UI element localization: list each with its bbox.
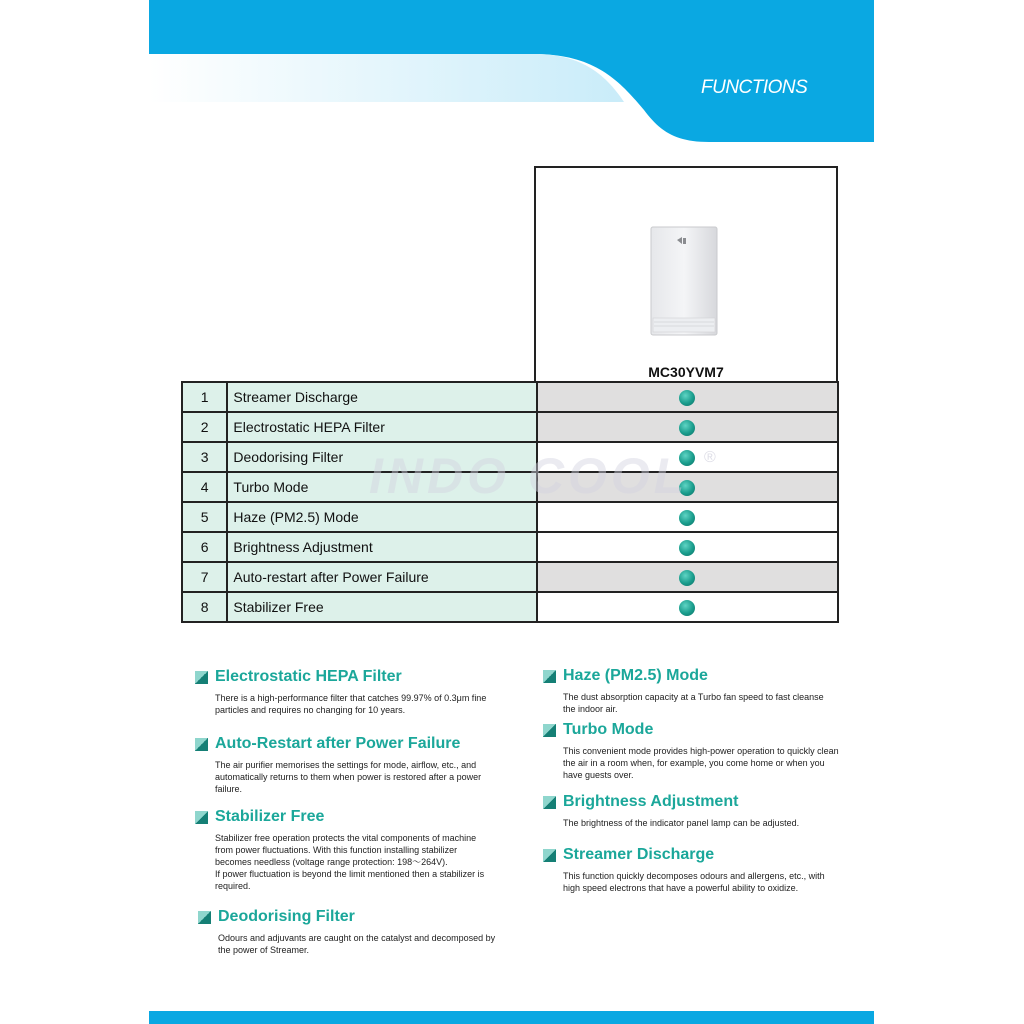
feature-number: 4 (182, 472, 227, 502)
available-dot-icon (679, 480, 695, 496)
desc-title: Streamer Discharge (563, 846, 715, 863)
product-model-name: MC30YVM7 (648, 364, 724, 380)
brochure-page (149, 0, 874, 1024)
feature-availability (537, 412, 838, 442)
feature-number: 1 (182, 382, 227, 412)
desc-title: Turbo Mode (563, 721, 654, 738)
bullet-icon (195, 811, 208, 824)
desc-title: Deodorising Filter (218, 908, 355, 925)
feature-name: Electrostatic HEPA Filter (227, 412, 536, 442)
feature-name: Streamer Discharge (227, 382, 536, 412)
desc-text: Stabilizer free operation protects the vital components of machine from power fluctuations. With this function installing stabilizer becomes needless (voltage range protection: 198〜264V). If power fluctuation is beyond the limit mentioned then a stabilizer is required. (215, 833, 485, 891)
bullet-icon (198, 911, 211, 924)
feature-number: 2 (182, 412, 227, 442)
desc-title: Auto-Restart after Power Failure (215, 735, 461, 752)
feature-availability (537, 472, 838, 502)
bullet-icon (195, 671, 208, 684)
table-row (182, 412, 838, 442)
desc-text: The brightness of the indicator panel lamp can be adjusted. (563, 818, 800, 828)
desc-streamer (543, 846, 843, 894)
desc-text: Odours and adjuvants are caught on the catalyst and decomposed by the power of Streamer. (218, 933, 496, 955)
table-row (182, 532, 838, 562)
feature-availability (537, 562, 838, 592)
bullet-icon (543, 796, 556, 809)
feature-number: 6 (182, 532, 227, 562)
table-row (182, 502, 838, 532)
feature-name: Auto-restart after Power Failure (227, 562, 536, 592)
table-row (182, 472, 838, 502)
available-dot-icon (679, 510, 695, 526)
features-table (181, 381, 839, 623)
footer-bar (149, 1011, 874, 1024)
product-column-header (534, 166, 838, 382)
bullet-icon (543, 670, 556, 683)
available-dot-icon (679, 570, 695, 586)
desc-brightness (543, 793, 843, 829)
desc-text: There is a high-performance filter that catches 99.97% of 0.3μm fine particles and requires no changing for 10 years. (215, 693, 487, 715)
feature-name: Stabilizer Free (227, 592, 536, 622)
feature-availability (537, 592, 838, 622)
desc-autorestart (195, 735, 495, 795)
feature-number: 5 (182, 502, 227, 532)
section-title: FUNCTIONS (701, 77, 808, 98)
desc-turbo (543, 721, 843, 781)
table-row (182, 442, 838, 472)
desc-text: This function quickly decomposes odours and allergens, etc., with high speed electrons that have a powerful ability to oxidize. (563, 871, 825, 893)
desc-title: Electrostatic HEPA Filter (215, 668, 402, 685)
table-row (182, 592, 838, 622)
watermark-registered-mark: ® (704, 449, 716, 466)
desc-stabilizer (195, 808, 495, 892)
bullet-icon (543, 724, 556, 737)
desc-text: The air purifier memorises the settings for mode, airflow, etc., and automatically returns to them when power is restored after a power failure. (215, 760, 482, 794)
feature-availability (537, 382, 838, 412)
available-dot-icon (679, 450, 695, 466)
feature-name: Haze (PM2.5) Mode (227, 502, 536, 532)
table-row (182, 562, 838, 592)
header-banner (149, 0, 874, 142)
desc-deodorising (198, 908, 498, 956)
bullet-icon (543, 849, 556, 862)
feature-availability (537, 532, 838, 562)
header-graphic (149, 0, 874, 142)
feature-availability (537, 502, 838, 532)
feature-name: Turbo Mode (227, 472, 536, 502)
bullet-icon (195, 738, 208, 751)
available-dot-icon (679, 420, 695, 436)
feature-availability (537, 442, 838, 472)
desc-haze (543, 667, 843, 715)
feature-name: Deodorising Filter (227, 442, 536, 472)
feature-number: 3 (182, 442, 227, 472)
available-dot-icon (679, 540, 695, 556)
desc-title: Haze (PM2.5) Mode (563, 667, 708, 684)
desc-text: The dust absorption capacity at a Turbo fan speed to fast cleanse the indoor air. (563, 692, 824, 714)
available-dot-icon (679, 390, 695, 406)
feature-number: 7 (182, 562, 227, 592)
feature-number: 8 (182, 592, 227, 622)
desc-title: Brightness Adjustment (563, 793, 739, 810)
desc-text: This convenient mode provides high-power operation to quickly clean the air in a room when, for example, you come home or when you have guests over. (563, 746, 839, 780)
desc-title: Stabilizer Free (215, 808, 325, 825)
table-row (182, 382, 838, 412)
available-dot-icon (679, 600, 695, 616)
desc-hepa (195, 668, 495, 716)
feature-name: Brightness Adjustment (227, 532, 536, 562)
air-purifier-image (650, 226, 718, 336)
watermark-text: INDO COOL (369, 448, 689, 504)
